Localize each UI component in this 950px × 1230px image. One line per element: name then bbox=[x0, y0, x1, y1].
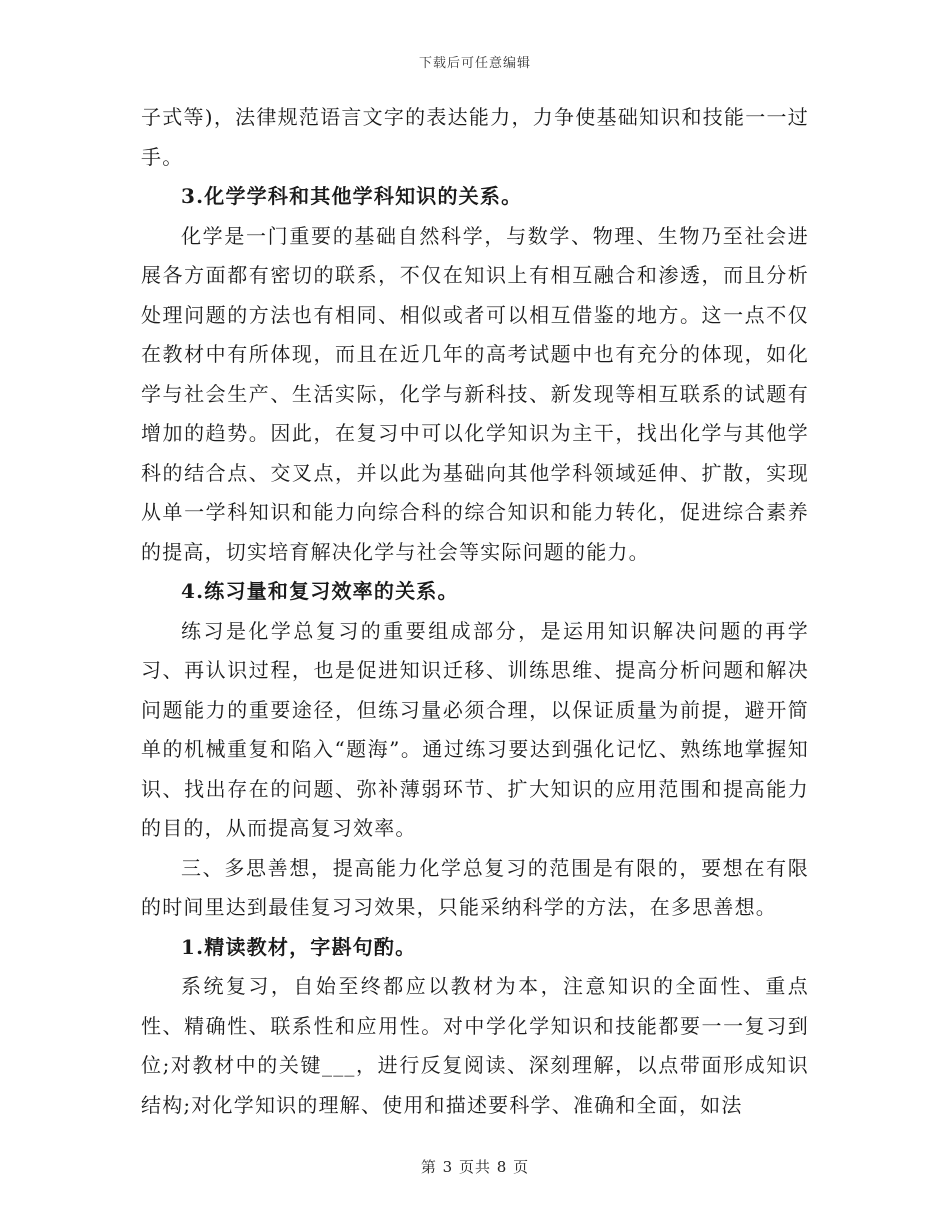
document-body bbox=[141, 98, 809, 1125]
page-header: 下载后可任意编辑 bbox=[418, 56, 531, 71]
paragraph: 系统复习，自始至终都应以教材为本，注意知识的全面性、重点性、精确性、联系性和应用性。对中学化学知识和技能都要一一复习到位;对教材中的关键___，进行反复阅读、深刻理解，以点带面形成知识结构;对化学知识的理解、使用和描述要科学、准确和全面，如法 bbox=[141, 974, 809, 1117]
paragraph: 三、多思善想，提高能力化学总复习的范围是有限的，要想在有限的时间里达到最佳复习习效果，只能采纳科学的方法，在多思善想。 bbox=[141, 855, 809, 919]
section-heading: 3.化学学科和其他学科知识的关系。 bbox=[181, 184, 523, 208]
paragraph: 练习是化学总复习的重要组成部分，是运用知识解决问题的再学习、再认识过程，也是促进知识迁移、训练思维、提高分析问题和解决问题能力的重要途径，但练习量必须合理，以保证质量为前提，避开简单的机械重复和陷入“题海”。通过练习要达到强化记忆、熟练地掌握知识、找出存在的问题、弥补薄弱环节、扩大知识的应用范围和提高能力的目的，从而提高复习效率。 bbox=[141, 618, 809, 840]
page-number: 第 3 页共 8 页 bbox=[420, 1158, 530, 1176]
paragraph: 子式等)，法律规范语言文字的表达能力，力争使基础知识和技能一一过手。 bbox=[141, 105, 809, 169]
section-heading: 4.练习量和复习效率的关系。 bbox=[181, 579, 459, 603]
section-heading: 1.精读教材，字斟句酌。 bbox=[181, 934, 417, 959]
paragraph: 化学是一门重要的基础自然科学，与数学、物理、生物乃至社会进展各方面都有密切的联系，不仅在知识上有相互融合和渗透，而且分析处理问题的方法也有相同、相似或者可以相互借鉴的地方。这一点不仅在教材中有所体现，而且在近几年的高考试题中也有充分的体现，如化学与社会生产、生活实际，化学与新科技、新发现等相互联系的试题有增加的趋势。因此，在复习中可以化学知识为主干，找出化学与其他学科的结合点、交叉点，并以此为基础向其他学科领域延伸、扩散，实现从单一学科知识和能力向综合科的综合知识和能力转化，促进综合素养的提高，切实培育解决化学与社会等实际问题的能力。 bbox=[141, 223, 809, 564]
